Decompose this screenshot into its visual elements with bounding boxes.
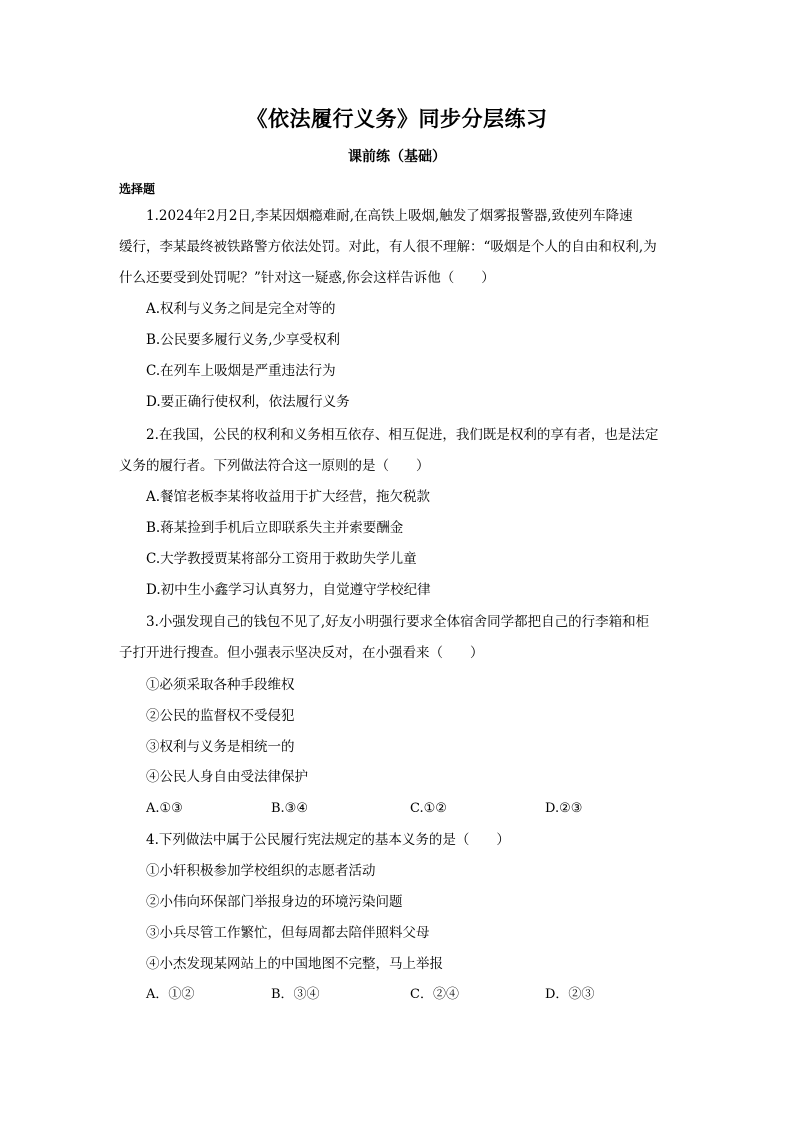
question-4-choice-b: B．③④ (271, 987, 320, 1002)
question-3-item-4: ④公民人身自由受法律保护 (146, 769, 308, 785)
question-1-option-d: D.要正确行使权利，依法履行义务 (146, 394, 350, 410)
question-3-choice-a: A.①③ (146, 801, 183, 816)
question-3-item-1: ①必须采取各种手段维权 (146, 677, 295, 693)
question-4-item-1: ①小轩积极参加学校组织的志愿者活动 (146, 863, 376, 879)
question-4-item-3: ③小兵尽管工作繁忙，但每周都去陪伴照料父母 (146, 925, 430, 941)
question-3-choice-b: B.③④ (271, 801, 308, 816)
question-2-stem-line-2: 义务的履行者。下列做法符合这一原则的是（ ） (119, 458, 430, 474)
question-2-option-d: D.初中生小鑫学习认真努力，自觉遵守学校纪律 (146, 582, 431, 598)
question-2-option-a: A.餐馆老板李某将收益用于扩大经营，拖欠税款 (146, 489, 431, 505)
question-4-stem: 4.下列做法中属于公民履行宪法规定的基本义务的是（ ） (146, 832, 510, 848)
question-2-stem-line-1: 2.在我国，公民的权利和义务相互依存、相互促进，我们既是权利的享有者，也是法定 (146, 427, 659, 443)
question-3-stem-line-2: 子打开进行搜查。但小强表示坚决反对，在小强看来（ ） (119, 645, 484, 661)
question-3-choice-c: C.①② (410, 801, 447, 816)
question-4-choice-c: C．②④ (410, 987, 459, 1002)
question-2-option-c: C.大学教授贾某将部分工资用于救助失学儿童 (146, 551, 417, 567)
question-3-stem-line-1: 3.小强发现自己的钱包不见了,好友小明强行要求全体宿舍同学都把自己的行李箱和柜 (146, 614, 650, 630)
document-subtitle: 课前练（基础） (348, 149, 446, 165)
question-4-item-2: ②小伟向环保部门举报身边的环境污染问题 (146, 894, 403, 910)
question-1-option-b: B.公民要多履行义务,少享受权利 (146, 332, 341, 348)
question-4-choice-a: A．①② (146, 987, 195, 1002)
question-3-choice-d: D.②③ (545, 801, 583, 816)
question-1-stem-line-2: 缓行，李某最终被铁路警方依法处罚。对此，有人很不理解：“吸烟是个人的自由和权利,为 (119, 239, 657, 255)
document-title: 《依法履行义务》同步分层练习 (246, 106, 548, 131)
question-4-item-4: ④小杰发现某网站上的中国地图不完整，马上举报 (146, 956, 443, 972)
question-2-option-b: B.蒋某捡到手机后立即联系失主并索要酬金 (146, 520, 404, 536)
question-4-choice-d: D．②③ (545, 987, 595, 1002)
question-3-item-2: ②公民的监督权不受侵犯 (146, 708, 295, 724)
question-1-option-c: C.在列车上吸烟是严重违法行为 (146, 363, 336, 379)
section-heading: 选择题 (119, 182, 156, 196)
question-1-stem-line-3: 什么还要受到处罚呢？”针对这一疑惑,你会这样告诉他（ ） (119, 270, 495, 286)
question-1-stem-line-1: 1.2024年2月2日,李某因烟瘾难耐,在高铁上吸烟,触发了烟雾报警器,致使列车降速 (146, 208, 633, 224)
question-1-option-a: A.权利与义务之间是完全对等的 (146, 301, 336, 317)
question-3-item-3: ③权利与义务是相统一的 (146, 739, 295, 755)
